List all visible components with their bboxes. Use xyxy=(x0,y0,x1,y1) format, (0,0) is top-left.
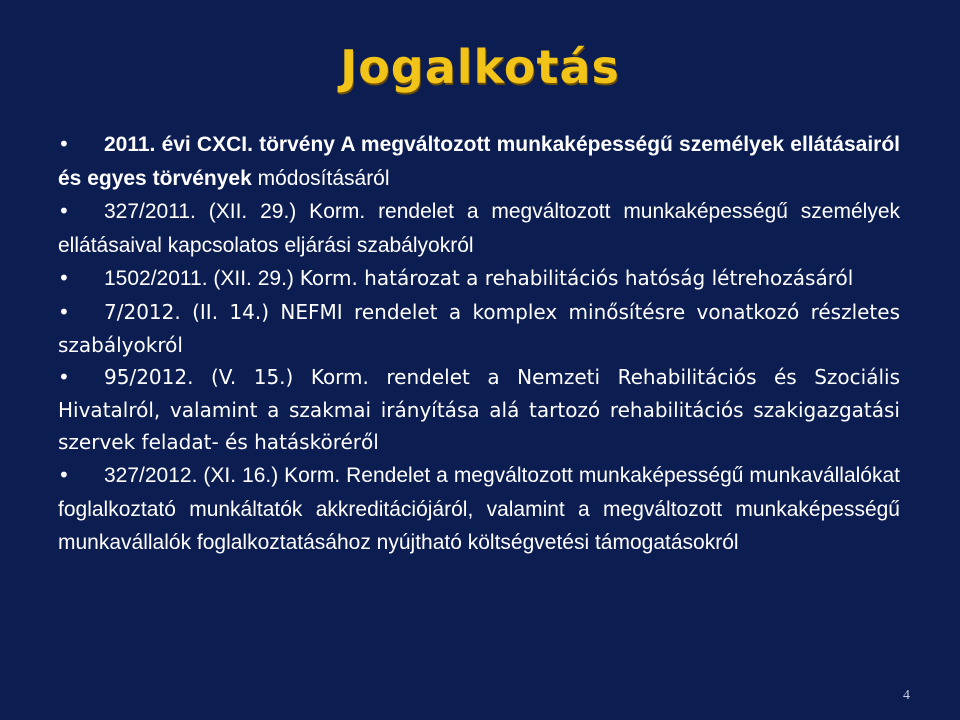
bullet-icon: • xyxy=(58,199,70,224)
slide-title: Jogalkotás xyxy=(340,40,620,94)
list-item xyxy=(58,296,900,361)
bullet-icon: • xyxy=(58,266,70,291)
list-item xyxy=(58,128,900,195)
bullet-icon: • xyxy=(58,462,70,487)
list-item xyxy=(58,195,900,262)
item-text: Korm. határozat a rehabilitációs hatóság létrehozásáról xyxy=(299,266,854,291)
bullet-icon: • xyxy=(58,132,70,156)
item-text: 1502/2011. (XII. 29.) xyxy=(104,267,300,291)
bullet-icon: • xyxy=(58,299,70,324)
item-text: 7/2012. (II. 14.) NEFMI rendelet a komplex minősítésre vonatkozó részletes szabályokról xyxy=(58,299,900,357)
item-text: 95/2012. (V. 15.) Korm. rendelet a Nemzeti Rehabilitációs és Szociális Hivatalról, valamint a szakmai irányítása alá tartozó rehabilitációs szakigazgatási szervek feladat- és hatásköréről xyxy=(58,365,900,455)
item-text-bold: 2011. évi CXCI. törvény A megváltozott munkaképességű személyek ellátásairól és egyes törvények xyxy=(58,133,900,190)
list-item xyxy=(58,262,900,296)
list-item xyxy=(58,361,900,459)
item-text: 327/2011. (XII. 29.) Korm. rendelet a megváltozott munkaképességű személyek ellátásaival kapcsolatos eljárási szabályokról xyxy=(58,200,900,257)
item-text: 327/2012. (XI. 16.) Korm. Rendelet a megváltozott munkaképességű munkavállalókat foglalkoztató munkáltatók akkreditációjáról, valamint a megváltozott munkaképességű munkavállalók foglalkoztatásához nyújtható költségvetési támogatásokról xyxy=(58,463,900,555)
bullet-icon: • xyxy=(58,365,70,390)
item-text: módosításáról xyxy=(251,166,390,190)
list-item xyxy=(58,459,900,560)
legislation-list xyxy=(58,128,900,560)
page-number: 4 xyxy=(903,688,910,703)
